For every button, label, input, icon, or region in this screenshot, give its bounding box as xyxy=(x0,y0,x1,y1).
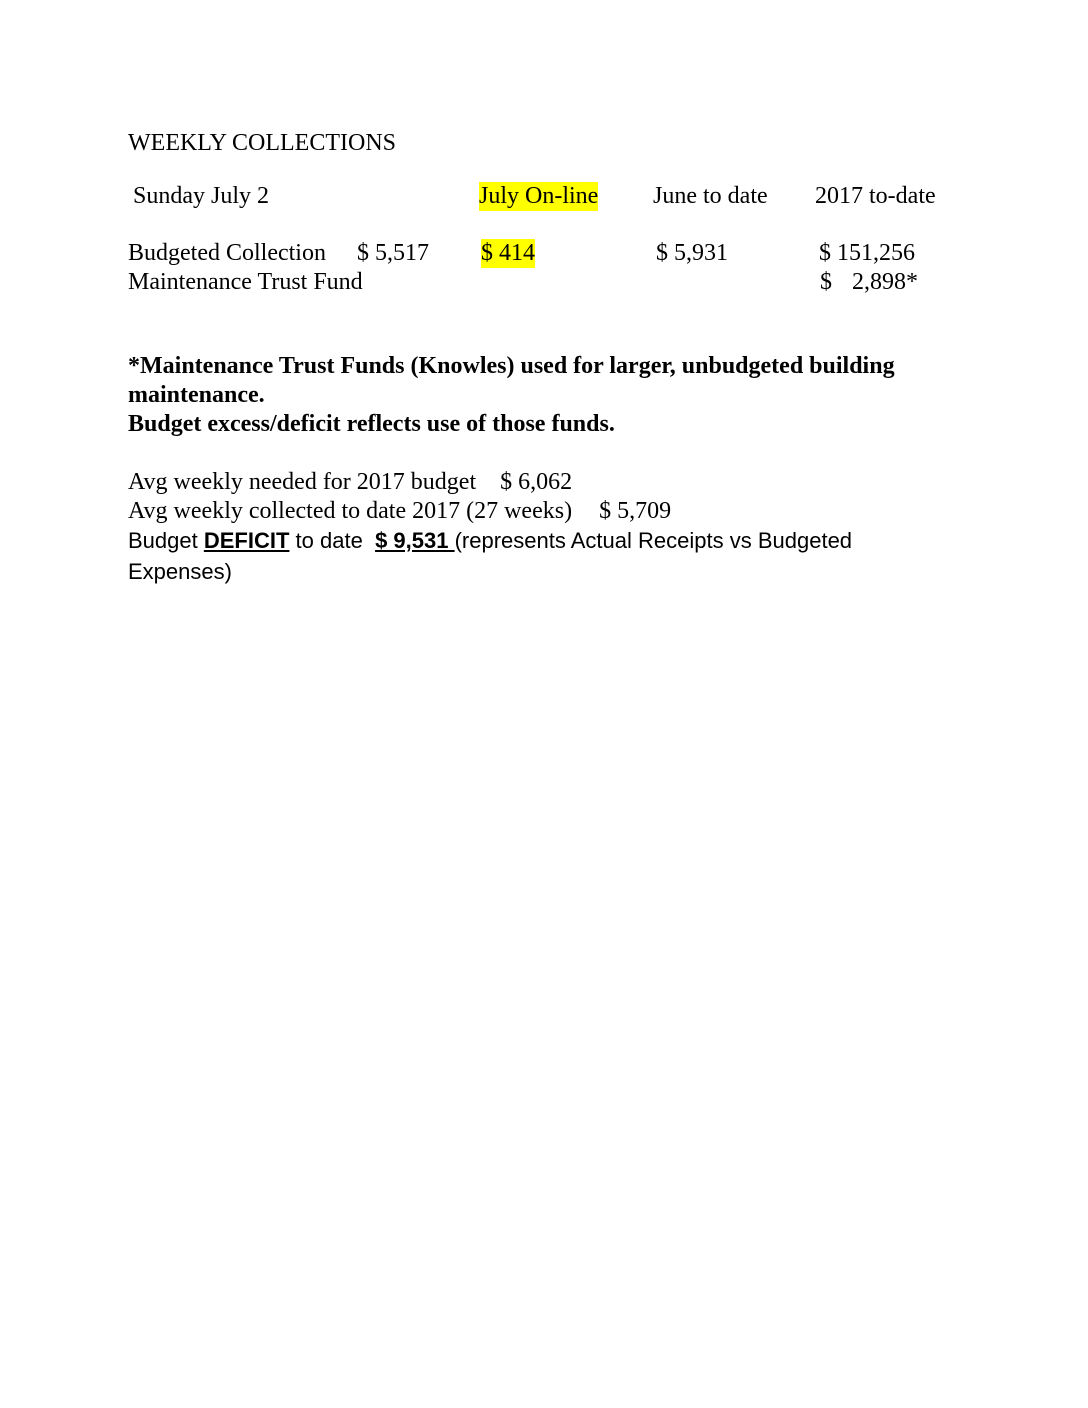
month-to-date-header: June to date xyxy=(653,183,768,209)
online-header: July On-line xyxy=(479,183,599,209)
maintenance-trust-fund-year-value: 2,898* xyxy=(852,269,918,295)
week-header: Sunday July 2 xyxy=(133,183,270,209)
maintenance-trust-fund-label: Maintenance Trust Fund xyxy=(128,269,363,295)
avg-needed-line xyxy=(128,468,572,497)
trust-fund-note-line-2: Budget excess/deficit reflects use of those funds. xyxy=(128,411,615,437)
year-to-date-header: 2017 to-date xyxy=(815,183,936,209)
deficit-suffix: (represents Actual Receipts vs Budgeted Expenses) xyxy=(128,528,853,584)
deficit-middle: to date xyxy=(295,528,363,553)
maintenance-trust-fund-dollar-sign: $ xyxy=(820,269,832,295)
budget-deficit-line xyxy=(128,525,908,587)
budgeted-collection-month-value: $ 5,931 xyxy=(656,240,728,266)
budgeted-collection-year-value: $ 151,256 xyxy=(819,240,915,266)
avg-collected-line xyxy=(128,497,671,526)
trust-fund-note-line-1: *Maintenance Trust Funds (Knowles) used for larger, unbudgeted building maintenance. xyxy=(128,353,895,408)
budgeted-collection-week-value: $ 5,517 xyxy=(357,240,429,266)
avg-collected-label: Avg weekly collected to date 2017 (27 weeks) xyxy=(128,498,573,524)
trust-fund-note xyxy=(128,352,958,439)
avg-needed-label: Avg weekly needed for 2017 budget xyxy=(128,469,477,495)
deficit-amount: $ 9,531 xyxy=(375,528,449,553)
avg-needed-value: $ 6,062 xyxy=(500,469,573,495)
deficit-prefix: Budget xyxy=(128,528,198,553)
budgeted-collection-label: Budgeted Collection xyxy=(128,240,326,266)
budgeted-collection-online-value: $ 414 xyxy=(481,240,535,266)
page-title: WEEKLY COLLECTIONS xyxy=(128,130,396,156)
avg-collected-value: $ 5,709 xyxy=(599,498,672,524)
deficit-word: DEFICIT xyxy=(203,528,290,553)
